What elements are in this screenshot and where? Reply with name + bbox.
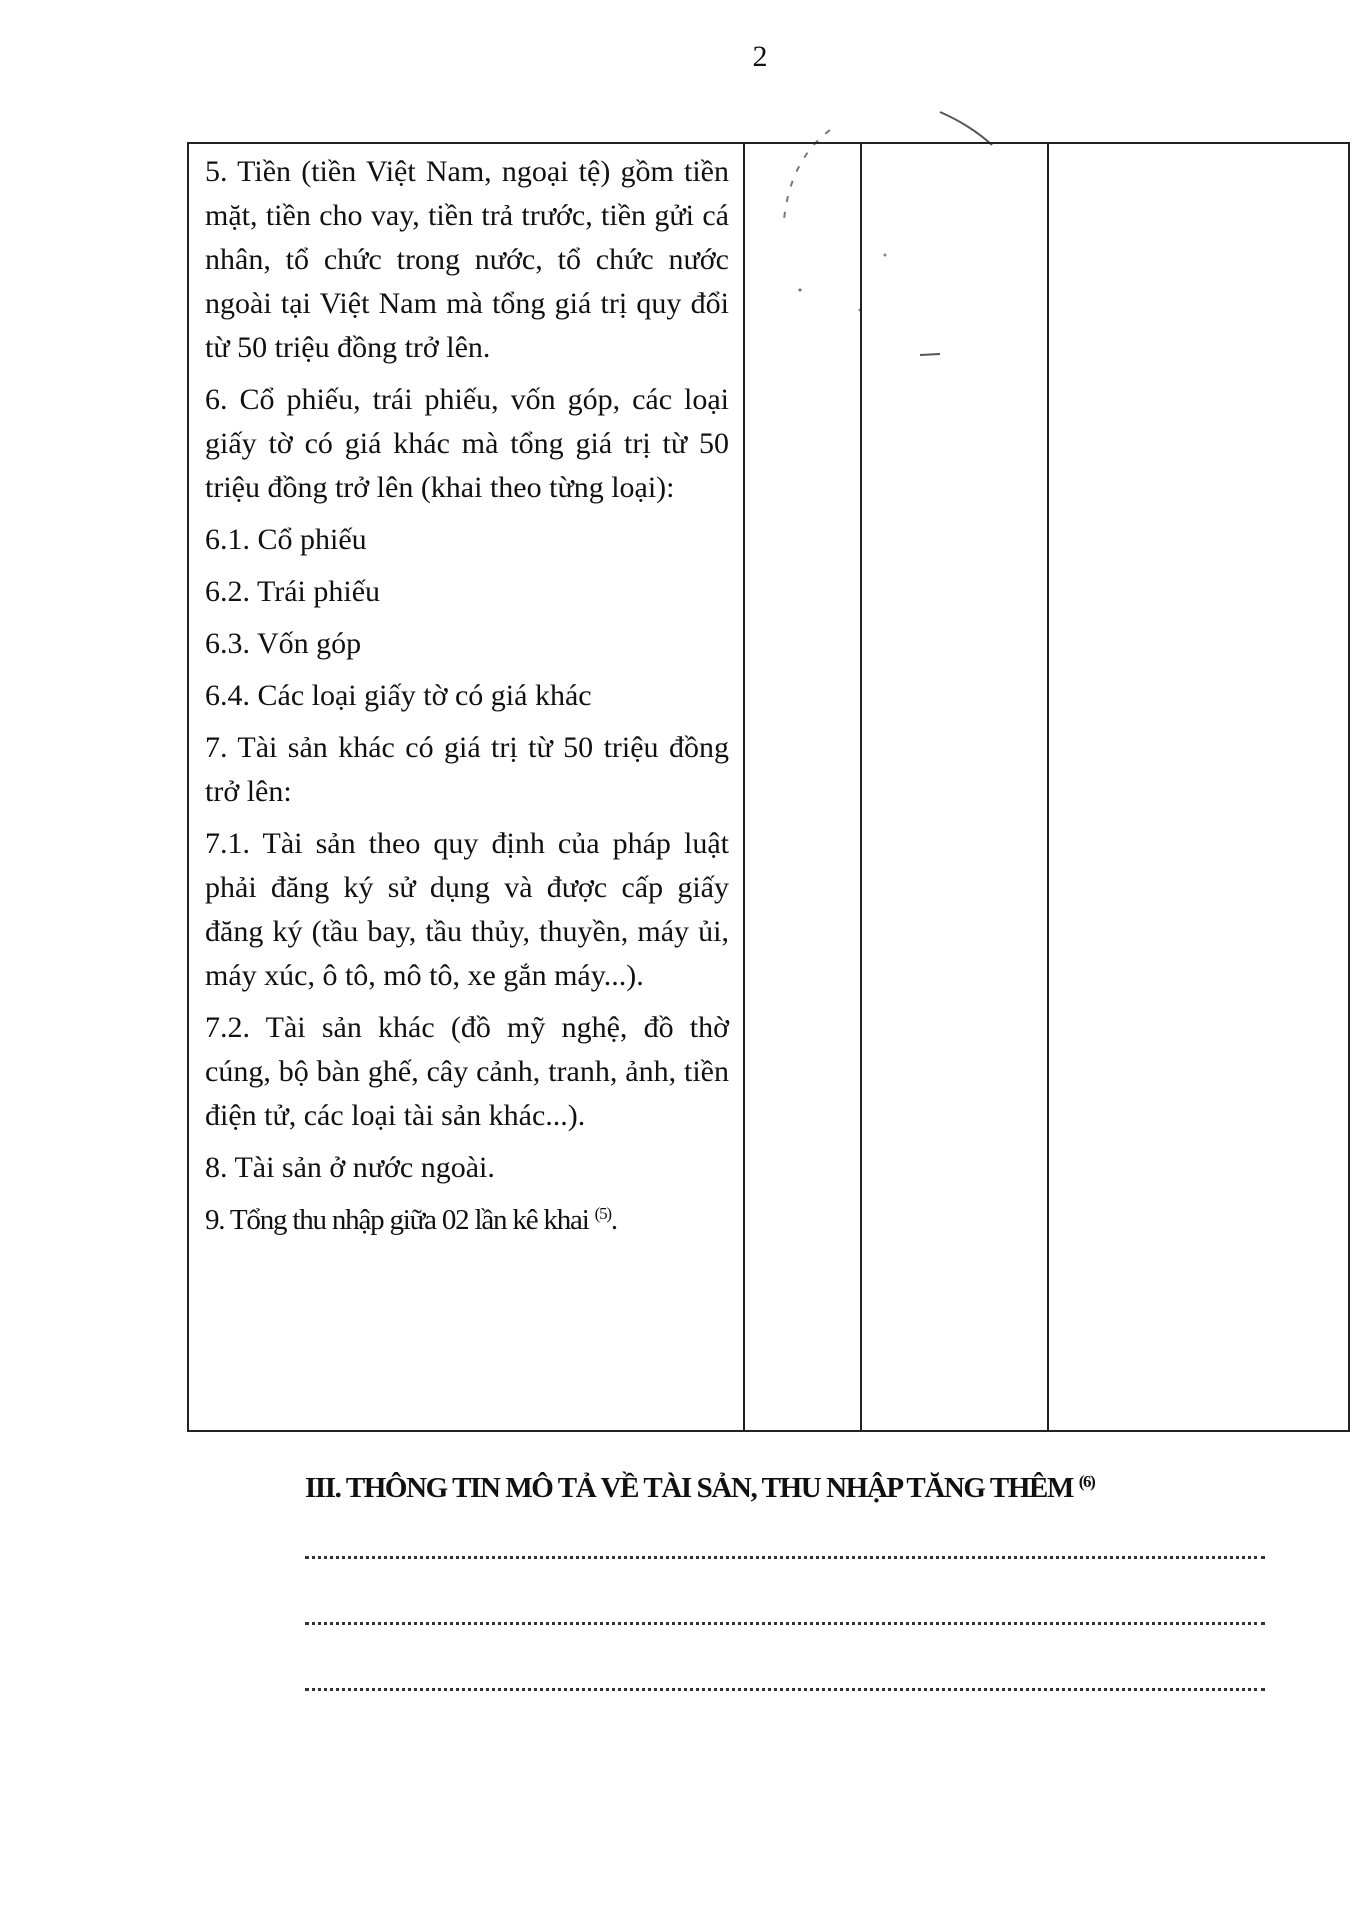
asset-description-cell [188,143,744,1431]
dotted-fill-line [305,1556,1265,1559]
item-6-2: 6.2. Trái phiếu [205,575,381,608]
item-6-4: 6.4. Các loại giấy tờ có giá khác [205,679,592,712]
table-row [188,143,1349,1431]
item-9 [205,1198,729,1242]
section-3-heading [305,1472,1094,1505]
item-6-1: 6.1. Cổ phiếu [205,523,367,556]
footnote-6: (6) [1078,1472,1095,1491]
asset-declaration-table [187,142,1350,1432]
item-8: 8. Tài sản ở nước ngoài. [205,1151,495,1184]
item-7-2: 7.2. Tài sản khác (đồ mỹ nghệ, đồ thờ cúng, bộ bàn ghế, cây cảnh, tranh, ảnh, tiền điện tử, các loại tài sản khác...). [205,1011,729,1132]
item-7: 7. Tài sản khác có giá trị từ 50 triệu đồng trở lên: [205,731,729,808]
item-7-1: 7.1. Tài sản theo quy định của pháp luật phải đăng ký sử dụng và được cấp giấy đăng ký (tầu bay, tầu thủy, thuyền, máy ủi, máy xúc, ô tô, mô tô, xe gắn máy...). [205,827,729,992]
item-6: 6. Cổ phiếu, trái phiếu, vốn góp, các loại giấy tờ có giá khác mà tổng giá trị từ 50 triệu đồng trở lên (khai theo từng loại): [205,383,729,504]
footnote-5: (5) [594,1204,611,1223]
section-3-title: III. THÔNG TIN MÔ TẢ VỀ TÀI SẢN, THU NHẬP TĂNG THÊM [305,1472,1073,1504]
item-5: 5. Tiền (tiền Việt Nam, ngoại tệ) gồm tiền mặt, tiền cho vay, tiền trả trước, tiền gửi cá nhân, tổ chức trong nước, tổ chức nước ngoài tại Việt Nam mà tổng giá trị quy đổi từ 50 triệu đồng trở lên. [205,155,729,364]
item-6-3: 6.3. Vốn góp [205,627,362,660]
empty-value-cell [744,143,861,1431]
item-9-text: 9. Tổng thu nhập giữa 02 lần kê khai [205,1204,589,1236]
item-9-suffix: . [610,1204,617,1236]
empty-value-cell [1048,143,1349,1431]
dotted-fill-line [305,1622,1265,1625]
empty-value-cell [861,143,1048,1431]
dotted-fill-line [305,1688,1265,1691]
page-number: 2 [752,40,768,73]
